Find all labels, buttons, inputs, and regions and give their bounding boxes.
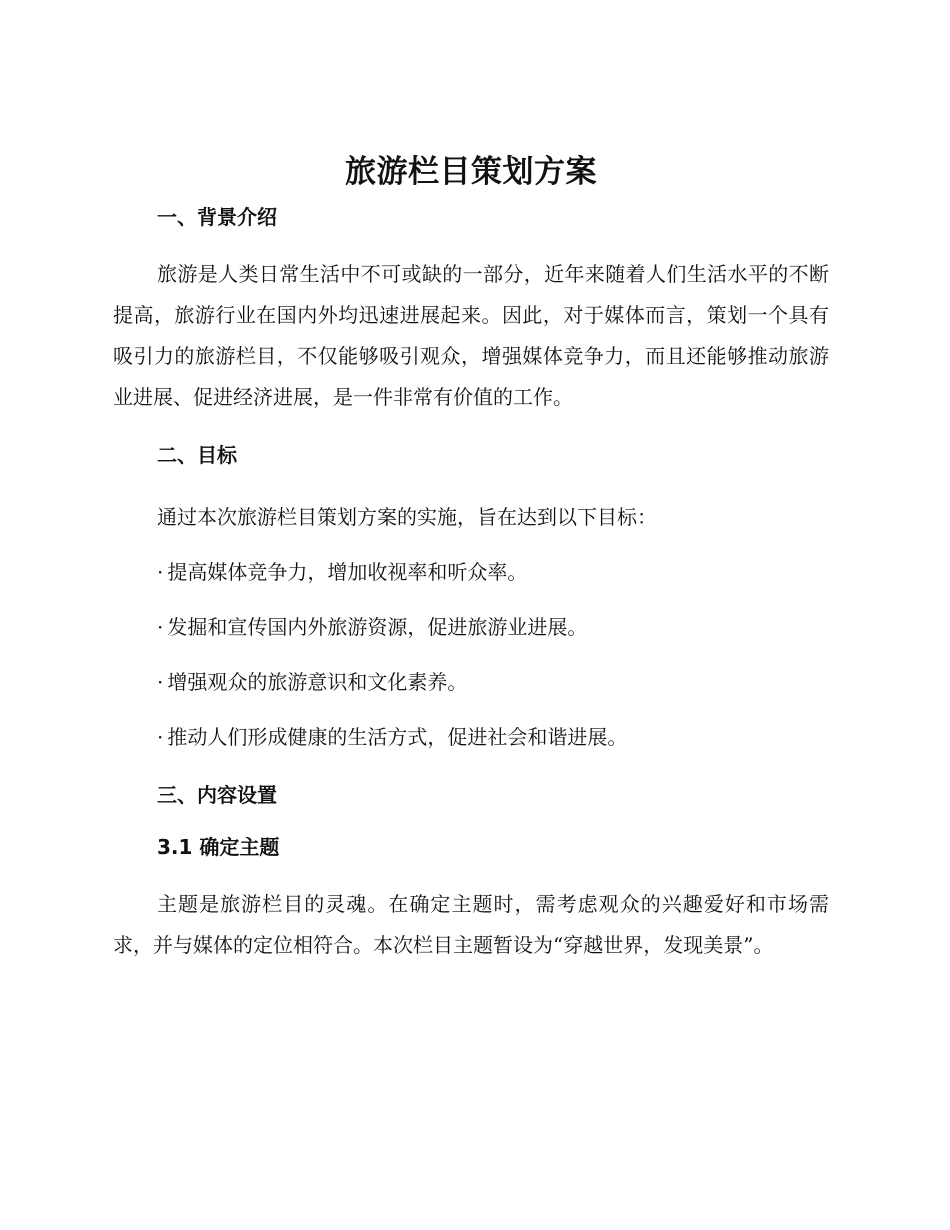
goal-bullet-item — [113, 662, 829, 703]
section-heading-background: 一、背景介绍 — [157, 205, 277, 229]
document-body — [113, 150, 829, 966]
goal-bullet-item — [113, 552, 829, 593]
section-heading-content: 三、内容设置 — [157, 783, 277, 807]
document-title: 旅游栏目策划方案 — [345, 154, 597, 190]
section-heading-goals: 二、目标 — [157, 443, 237, 467]
goal-bullet-text: 发掘和宣传国内外旅游资源，促进旅游业进展。 — [167, 615, 588, 639]
bullet-dot-icon: · — [157, 670, 164, 694]
bullet-dot-icon: · — [157, 615, 164, 639]
goal-bullet-text: 增强观众的旅游意识和文化素养。 — [167, 670, 468, 694]
goal-bullet-item — [113, 717, 829, 758]
background-paragraph: 旅游是人类日常生活中不可或缺的一部分，近年来随着人们生活水平的不断提高，旅游行业在国内外均迅速进展起来。因此，对于媒体而言，策划一个具有吸引力的旅游栏目，不仅能够吸引观众，增强媒体竞争力，而且还能够推动旅游业进展、促进经济进展，是一件非常有价值的工作。 — [113, 262, 829, 409]
bullet-dot-icon: · — [157, 560, 164, 584]
goal-bullet-item — [113, 607, 829, 648]
subsection-heading-theme: 3.1 确定主题 — [157, 835, 280, 859]
goals-intro-paragraph: 通过本次旅游栏目策划方案的实施，旨在达到以下目标： — [157, 505, 657, 529]
goal-bullet-text: 提高媒体竞争力，增加收视率和听众率。 — [167, 560, 528, 584]
bullet-dot-icon: · — [157, 725, 164, 749]
theme-paragraph: 主题是旅游栏目的灵魂。在确定主题时，需考虑观众的兴趣爱好和市场需求，并与媒体的定位相符合。本次栏目主题暂设为“穿越世界，发现美景”。 — [113, 892, 829, 957]
goal-bullet-text: 推动人们形成健康的生活方式，促进社会和谐进展。 — [167, 725, 628, 749]
